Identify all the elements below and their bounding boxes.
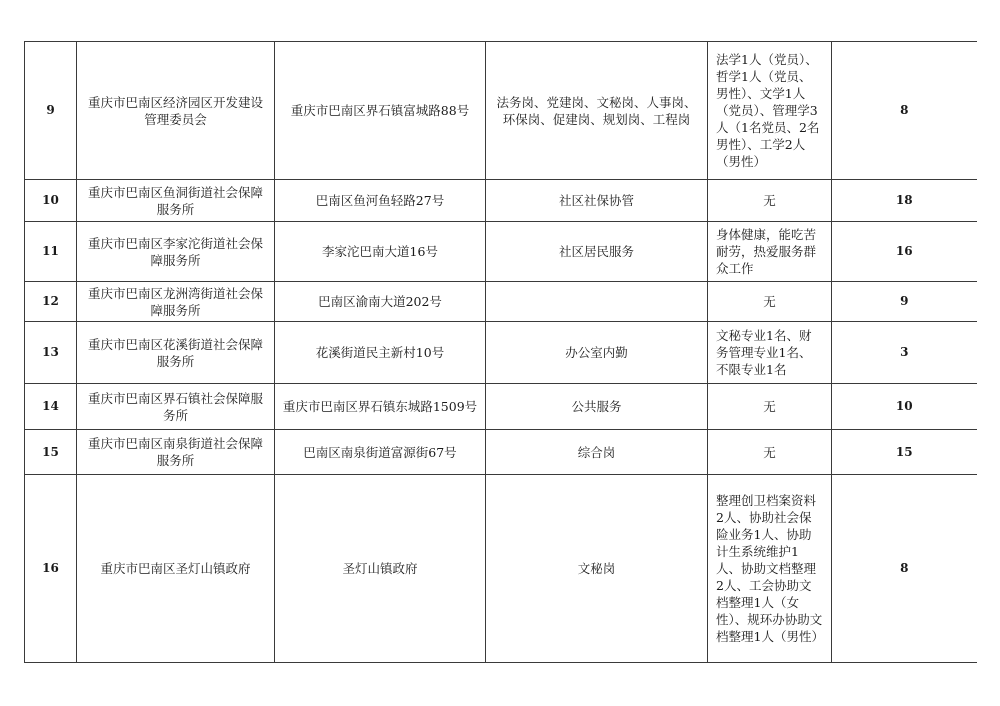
position-count: 10 [832,384,977,430]
row-number: 15 [25,430,77,475]
position-requirements: 文秘专业1名、财务管理专业1名、不限专业1名 [708,322,832,384]
row-number: 16 [25,475,77,663]
position-requirements: 法学1人（党员）、哲学1人（党员、男性）、文学1人（党员）、管理学3人（1名党员、2名男性）、工学2人（男性） [708,42,832,180]
position-names: 公共服务 [486,384,708,430]
unit-address: 花溪街道民主新村10号 [275,322,486,384]
unit-name: 重庆市巴南区鱼洞街道社会保障服务所 [77,180,275,222]
table-row [25,322,977,384]
position-names: 法务岗、党建岗、文秘岗、人事岗、环保岗、促建岗、规划岗、工程岗 [486,42,708,180]
unit-address: 圣灯山镇政府 [275,475,486,663]
table-row [25,180,977,222]
unit-address: 李家沱巴南大道16号 [275,222,486,282]
unit-name: 重庆市巴南区界石镇社会保障服务所 [77,384,275,430]
unit-address: 巴南区南泉街道富源街67号 [275,430,486,475]
recruitment-table [24,41,977,663]
position-count: 18 [832,180,977,222]
row-number: 10 [25,180,77,222]
row-number: 13 [25,322,77,384]
position-requirements: 整理创卫档案资料2人、协助社会保险业务1人、协助计生系统维护1人、协助文档整理2人、工会协助文档整理1人（女性）、规环办协助文档整理1人（男性） [708,475,832,663]
table-row [25,282,977,322]
position-count: 9 [832,282,977,322]
unit-name: 重庆市巴南区花溪街道社会保障服务所 [77,322,275,384]
unit-address: 巴南区渝南大道202号 [275,282,486,322]
row-number: 9 [25,42,77,180]
table-row [25,475,977,663]
position-names: 文秘岗 [486,475,708,663]
position-count: 15 [832,430,977,475]
unit-name: 重庆市巴南区李家沱街道社会保障服务所 [77,222,275,282]
position-count: 16 [832,222,977,282]
unit-name: 重庆市巴南区南泉街道社会保障服务所 [77,430,275,475]
table-row [25,430,977,475]
unit-name: 重庆市巴南区龙洲湾街道社会保障服务所 [77,282,275,322]
table-row [25,42,977,180]
position-names [486,282,708,322]
position-count: 3 [832,322,977,384]
position-requirements: 无 [708,384,832,430]
table-row [25,384,977,430]
position-count: 8 [832,475,977,663]
position-names: 办公室内勤 [486,322,708,384]
position-requirements: 无 [708,430,832,475]
position-count: 8 [832,42,977,180]
position-names: 社区居民服务 [486,222,708,282]
position-names: 社区社保协管 [486,180,708,222]
table-row [25,222,977,282]
row-number: 11 [25,222,77,282]
unit-address: 重庆市巴南区界石镇富城路88号 [275,42,486,180]
unit-name: 重庆市巴南区经济园区开发建设管理委员会 [77,42,275,180]
unit-name: 重庆市巴南区圣灯山镇政府 [77,475,275,663]
row-number: 12 [25,282,77,322]
position-requirements: 身体健康，能吃苦耐劳，热爱服务群众工作 [708,222,832,282]
unit-address: 巴南区鱼河鱼轻路27号 [275,180,486,222]
unit-address: 重庆市巴南区界石镇东城路1509号 [275,384,486,430]
position-requirements: 无 [708,180,832,222]
position-names: 综合岗 [486,430,708,475]
position-requirements: 无 [708,282,832,322]
row-number: 14 [25,384,77,430]
